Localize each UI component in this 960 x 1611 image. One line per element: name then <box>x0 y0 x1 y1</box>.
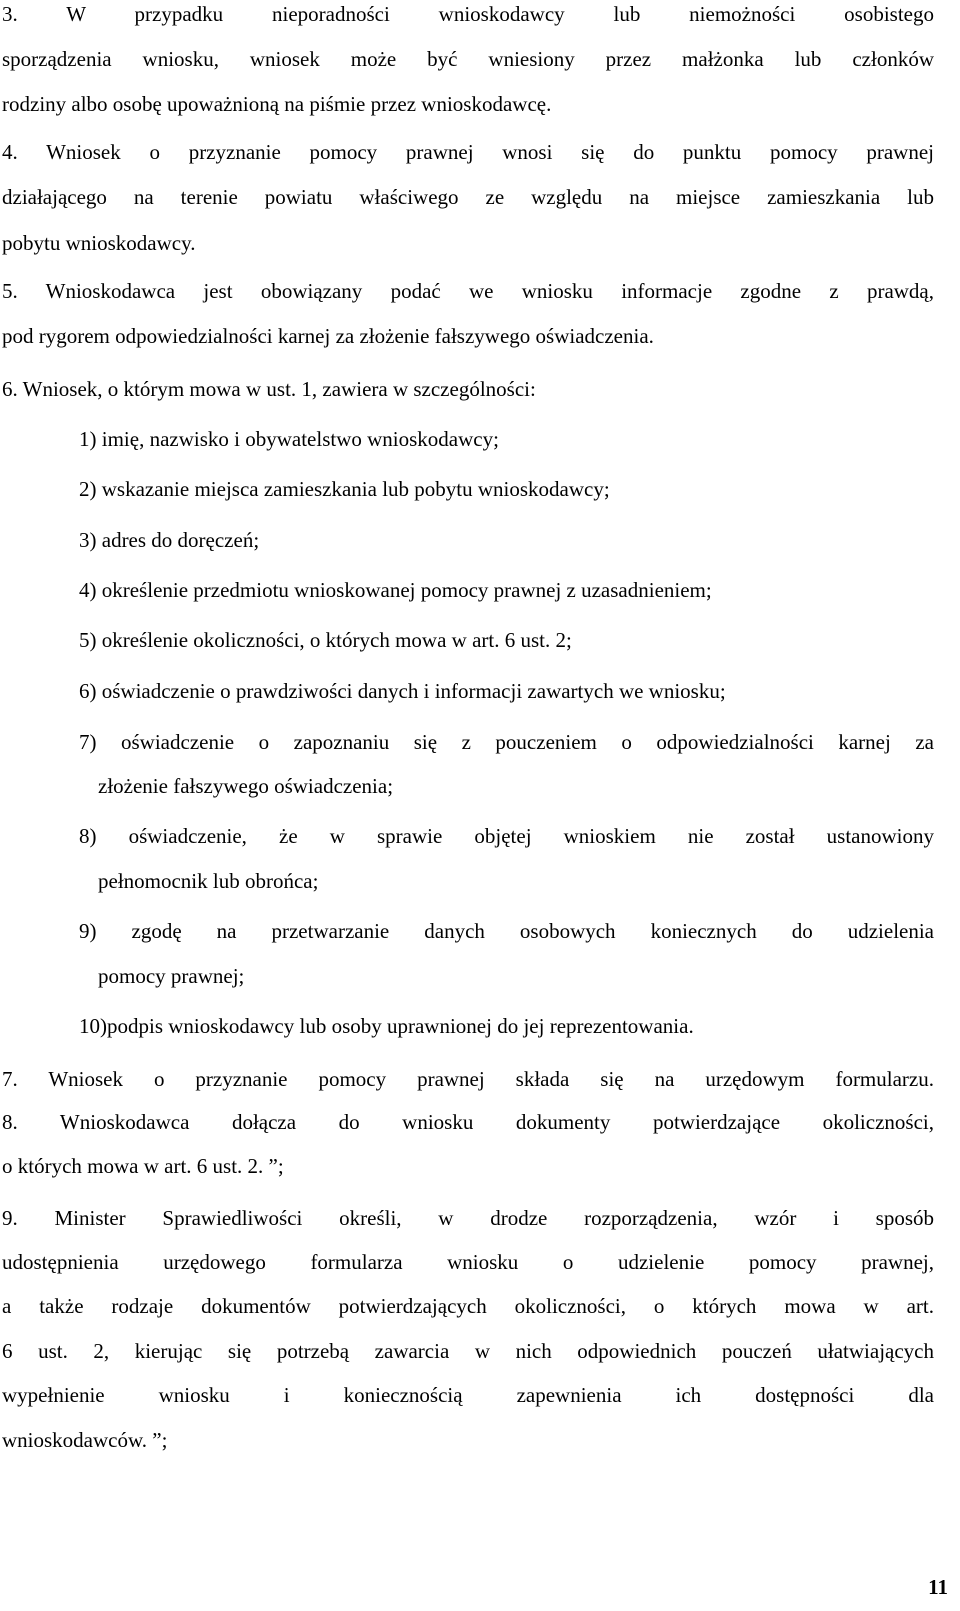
paragraph-6-intro: 6. Wniosek, o którym mowa w ust. 1, zawiera w szczególności: <box>2 377 536 401</box>
paragraph-9-line-4: 6 ust. 2, kierując się potrzebą zawarcia w nich odpowiednich pouczeń ułatwiających <box>2 1339 934 1363</box>
list-item-7-line-1: 7) oświadczenie o zapoznaniu się z pouczeniem o odpowiedzialności karnej za <box>79 730 934 754</box>
paragraph-9-line-5: wypełnienie wniosku i koniecznością zapewnienia ich dostępności dla <box>2 1383 934 1407</box>
paragraph-8-line-1: 8. Wnioskodawca dołącza do wniosku dokumenty potwierdzające okoliczności, <box>2 1110 934 1134</box>
paragraph-3-line-2: sporządzenia wniosku, wniosek może być wniesiony przez małżonka lub członków <box>2 47 934 71</box>
page-number: 11 <box>928 1575 948 1599</box>
list-item-9-line-1: 9) zgodę na przetwarzanie danych osobowych koniecznych do udzielenia <box>79 919 934 943</box>
paragraph-4-line-1: 4. Wniosek o przyznanie pomocy prawnej wnosi się do punktu pomocy prawnej <box>2 140 934 164</box>
paragraph-7: 7. Wniosek o przyznanie pomocy prawnej składa się na urzędowym formularzu. <box>2 1067 934 1091</box>
list-item-6: 6) oświadczenie o prawdziwości danych i informacji zawartych we wniosku; <box>79 679 726 703</box>
list-item-9-line-2: pomocy prawnej; <box>98 964 245 988</box>
paragraph-9-line-2: udostępnienia urzędowego formularza wniosku o udzielenie pomocy prawnej, <box>2 1250 934 1274</box>
paragraph-4-line-2: działającego na terenie powiatu właściwego ze względu na miejsce zamieszkania lub <box>2 185 934 209</box>
paragraph-5-line-1: 5. Wnioskodawca jest obowiązany podać we wniosku informacje zgodne z prawdą, <box>2 279 934 303</box>
paragraph-9-line-3: a także rodzaje dokumentów potwierdzających okoliczności, o których mowa w art. <box>2 1294 934 1318</box>
list-item-5: 5) określenie okoliczności, o których mowa w art. 6 ust. 2; <box>79 628 572 652</box>
paragraph-3-line-1: 3. W przypadku nieporadności wnioskodawcy lub niemożności osobistego <box>2 2 934 26</box>
list-item-1: 1) imię, nazwisko i obywatelstwo wnioskodawcy; <box>79 427 499 451</box>
paragraph-9-line-1: 9. Minister Sprawiedliwości określi, w drodze rozporządzenia, wzór i sposób <box>2 1206 934 1230</box>
paragraph-4-line-3: pobytu wnioskodawcy. <box>2 231 196 255</box>
list-item-8-line-2: pełnomocnik lub obrońca; <box>98 869 319 893</box>
paragraph-9-line-6: wnioskodawców. ”; <box>2 1428 168 1452</box>
list-item-3: 3) adres do doręczeń; <box>79 528 260 552</box>
paragraph-5-line-2: pod rygorem odpowiedzialności karnej za złożenie fałszywego oświadczenia. <box>2 324 654 348</box>
list-item-7-line-2: złożenie fałszywego oświadczenia; <box>98 774 394 798</box>
paragraph-3-line-3: rodziny albo osobę upoważnioną na piśmie przez wnioskodawcę. <box>2 92 552 116</box>
list-item-8-line-1: 8) oświadczenie, że w sprawie objętej wnioskiem nie został ustanowiony <box>79 824 934 848</box>
list-item-4: 4) określenie przedmiotu wnioskowanej pomocy prawnej z uzasadnieniem; <box>79 578 712 602</box>
list-item-2: 2) wskazanie miejsca zamieszkania lub pobytu wnioskodawcy; <box>79 477 610 501</box>
paragraph-8-line-2: o których mowa w art. 6 ust. 2. ”; <box>2 1154 284 1178</box>
list-item-10: 10)podpis wnioskodawcy lub osoby uprawnionej do jej reprezentowania. <box>79 1014 694 1038</box>
